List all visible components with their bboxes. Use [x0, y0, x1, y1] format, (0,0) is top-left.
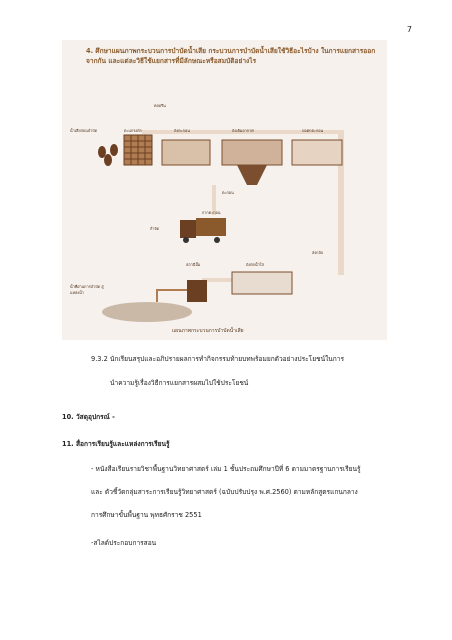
hopper	[237, 165, 267, 185]
section-11-heading: 11. สื่อการเรียนรู้และแหล่งการเรียนรู้	[62, 440, 170, 448]
label-aeration-tank: ถังเติมอากาศ	[232, 128, 254, 133]
label-sludge-cake: กากตะกอน	[202, 210, 221, 215]
outflow-pipe	[157, 290, 187, 302]
aeration-tank	[222, 140, 282, 165]
section-10-heading: 10. วัสดุอุปกรณ์ -	[62, 413, 115, 421]
river	[102, 302, 192, 322]
item-932-line1: 9.3.2 นักเรียนสรุปและอภิปรายผลการทำกิจกรรมท้ายบทพร้อมยกตัวอย่างประโยชน์ในการ	[91, 355, 345, 363]
page-number: 7	[406, 25, 412, 34]
label-sludge: ตะกอน	[222, 190, 234, 195]
label-chlorine-tank: ถังพักน้ำใส	[246, 262, 264, 267]
resource-2: -สไลด์ประกอบการสอน	[91, 539, 157, 547]
grit-tank	[162, 140, 210, 165]
label-screen: ตะแกรงดัก	[124, 128, 142, 133]
label-return: ส่งกลับ	[312, 250, 324, 255]
wastewater-drops	[98, 144, 118, 166]
figure-caption: แผนภาพกระบวนการบำบัดน้ำเสีย	[172, 328, 244, 334]
screen-grid	[124, 135, 152, 165]
settling-tank	[292, 140, 342, 165]
label-dispose: กำจัด	[150, 226, 160, 231]
label-settling-tank: บ่อตกตะกอน	[302, 128, 324, 133]
figure-question: 4. ศึกษาแผนภาพกระบวนการบำบัดน้ำเสีย กระบวนการบำบัดน้ำเสียใช้วิธีอะไรบ้าง ในการแยกสารออกจากกัน และแต่ละวิธีใช้แยกสารที่มีลักษณะหรือสมบัติอย่างไร	[86, 47, 376, 65]
chlorine-contact-tank	[232, 272, 292, 294]
resource-1-line1: - หนังสือเรียนรายวิชาพื้นฐานวิทยาศาสตร์ เล่ม 1 ชั้นประถมศึกษาปีที่ 6 ตามมาตรฐานการเรียนรู้	[91, 465, 361, 473]
label-treated-out: น้ำที่ผ่านการบำบัด สู่แหล่งน้ำ	[70, 284, 104, 295]
truck-icon	[180, 218, 226, 243]
label-chlorine: คลอรีน	[154, 103, 166, 108]
resource-1-line2: และ ตัวชี้วัดกลุ่มสาระการเรียนรู้วิทยาศาสตร์ (ฉบับปรับปรุง พ.ศ.2560) ตามหลักสูตรแกนกลาง	[91, 488, 358, 496]
label-grit-tank: ถังตะกอน	[174, 128, 190, 133]
pump-station	[187, 280, 207, 302]
wastewater-treatment-figure	[62, 40, 387, 340]
label-pump-station: สถานีปั๊ม	[186, 262, 201, 267]
item-932-line2: นำความรู้เรื่องวิธีการแยกสารผสมไปใช้ประโยชน์	[110, 379, 249, 387]
label-wastewater-in: น้ำเสียก่อนบำบัด	[70, 128, 98, 133]
resource-1-line3: การศึกษาขั้นพื้นฐาน พุทธศักราช 2551	[91, 511, 202, 519]
